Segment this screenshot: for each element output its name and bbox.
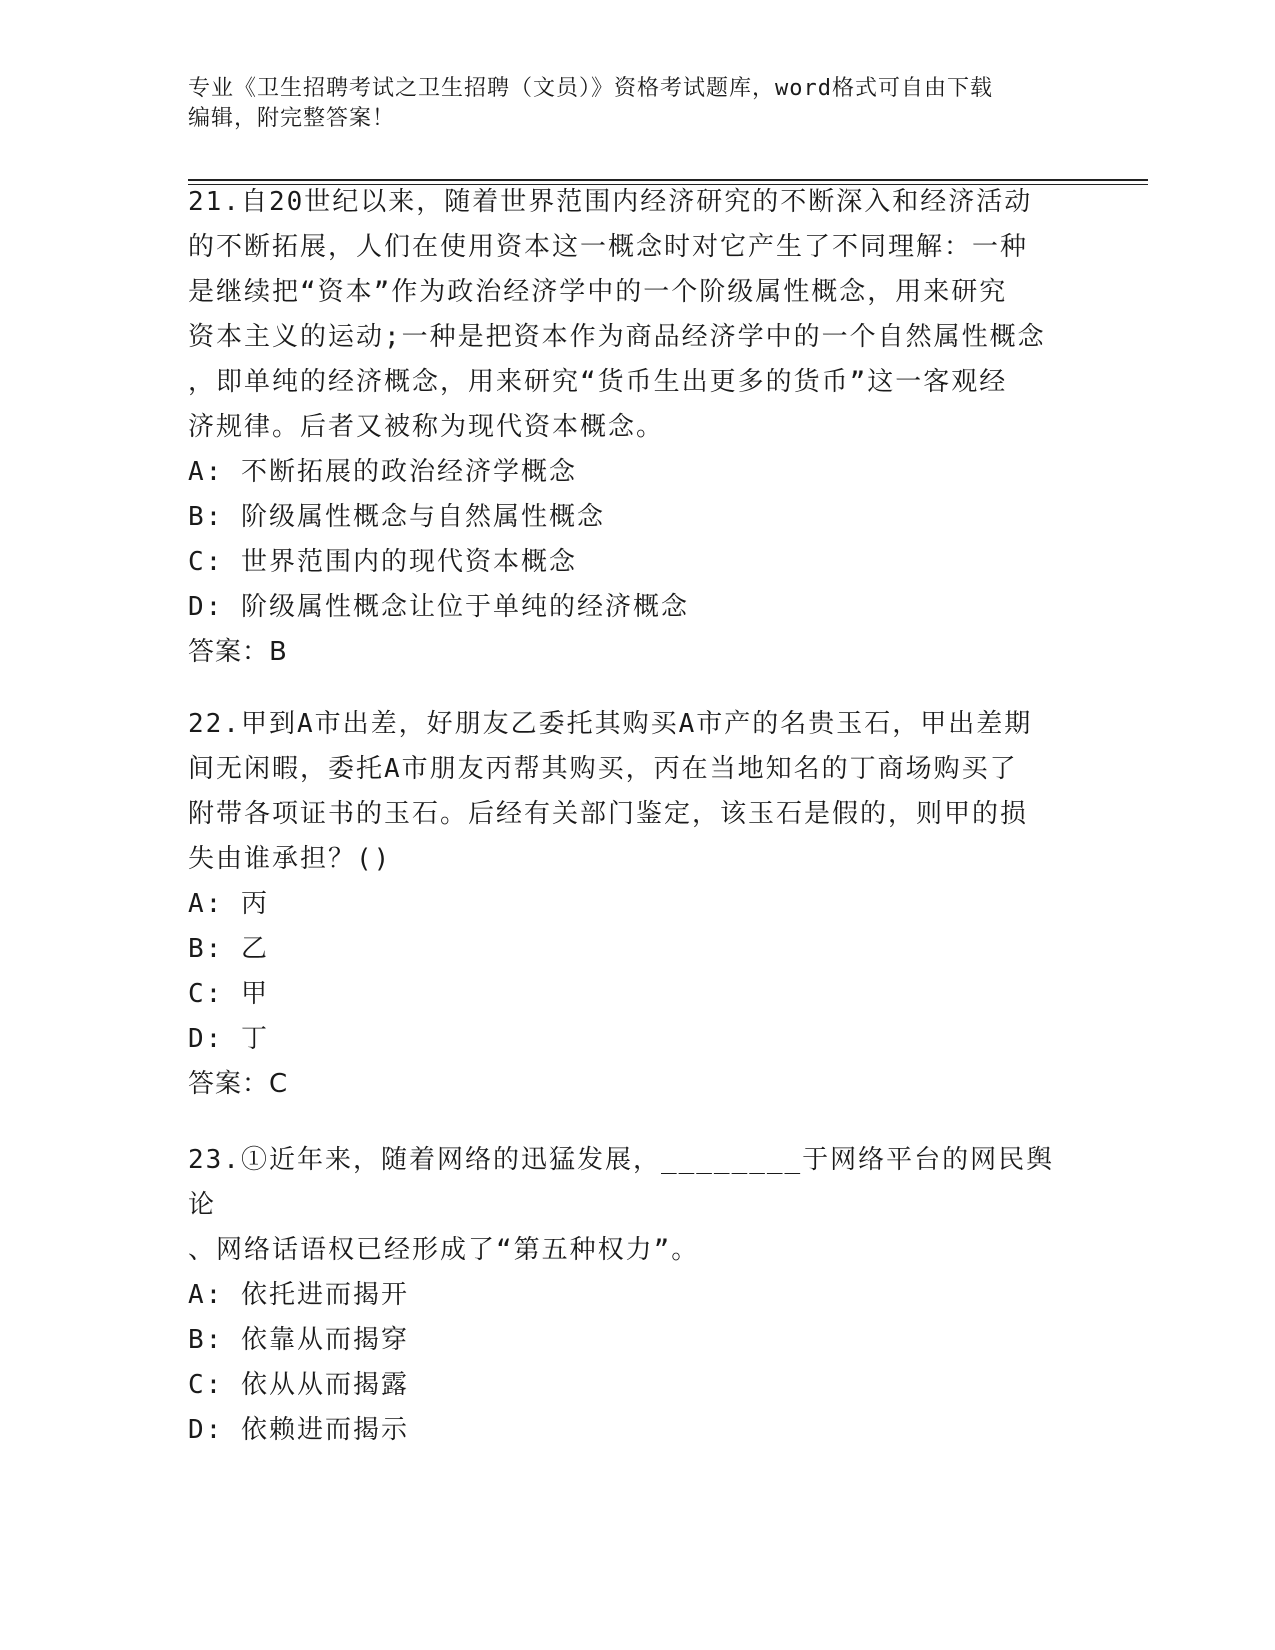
- question-21: [188, 180, 1068, 675]
- question-stem-line: 21.自20世纪以来，随着世界范围内经济研究的不断深入和经济活动: [188, 187, 1033, 217]
- answer-label: 答案：C: [188, 1069, 289, 1099]
- question-stem-line: 间无闲暇，委托A市朋友丙帮其购买，丙在当地知名的丁商场购买了: [188, 754, 1018, 784]
- question-22: [188, 702, 1068, 1107]
- question-stem-line: 22.甲到A市出差，好朋友乙委托其购买A市产的名贵玉石，甲出差期: [188, 709, 1033, 739]
- question-stem-line: 、网络话语权已经形成了“第五种权力”。: [188, 1235, 700, 1265]
- option-a: A: 不断拓展的政治经济学概念: [188, 457, 577, 487]
- question-stem-line: 附带各项证书的玉石。后经有关部门鉴定，该玉石是假的，则甲的损: [188, 799, 1029, 829]
- question-23: [188, 1138, 1068, 1453]
- option-c: C: 世界范围内的现代资本概念: [188, 547, 577, 577]
- option-a: A: 依托进而揭开: [188, 1280, 409, 1310]
- option-b: B: 阶级属性概念与自然属性概念: [188, 502, 605, 532]
- question-stem-line: 23.①近年来，随着网络的迅猛发展，________于网络平台的网民舆论: [188, 1145, 1055, 1220]
- option-d: D: 阶级属性概念让位于单纯的经济概念: [188, 592, 689, 622]
- option-c: C: 依从从而揭露: [188, 1370, 409, 1400]
- option-c: C: 甲: [188, 979, 269, 1009]
- header-line-1: 专业《卫生招聘考试之卫生招聘（文员）》资格考试题库，word格式可自由下载: [188, 76, 993, 101]
- question-stem-line: 济规律。后者又被称为现代资本概念。: [188, 412, 665, 442]
- document-header: [188, 74, 1088, 134]
- header-line-2: 编辑，附完整答案！: [188, 106, 396, 131]
- question-stem-line: ，即单纯的经济概念，用来研究“货币生出更多的货币”这一客观经: [188, 367, 1008, 397]
- option-a: A: 丙: [188, 889, 269, 919]
- option-b: B: 依靠从而揭穿: [188, 1325, 409, 1355]
- option-d: D: 丁: [188, 1024, 269, 1054]
- question-stem-line: 的不断拓展，人们在使用资本这一概念时对它产生了不同理解：一种: [188, 232, 1029, 262]
- question-stem-line: 资本主义的运动;一种是把资本作为商品经济学中的一个自然属性概念: [188, 322, 1046, 352]
- option-d: D: 依赖进而揭示: [188, 1415, 409, 1445]
- option-b: B: 乙: [188, 934, 269, 964]
- question-stem-line: 失由谁承担？(): [188, 844, 392, 874]
- question-stem-line: 是继续把“资本”作为政治经济学中的一个阶级属性概念，用来研究: [188, 277, 1008, 307]
- answer-label: 答案：B: [188, 637, 288, 667]
